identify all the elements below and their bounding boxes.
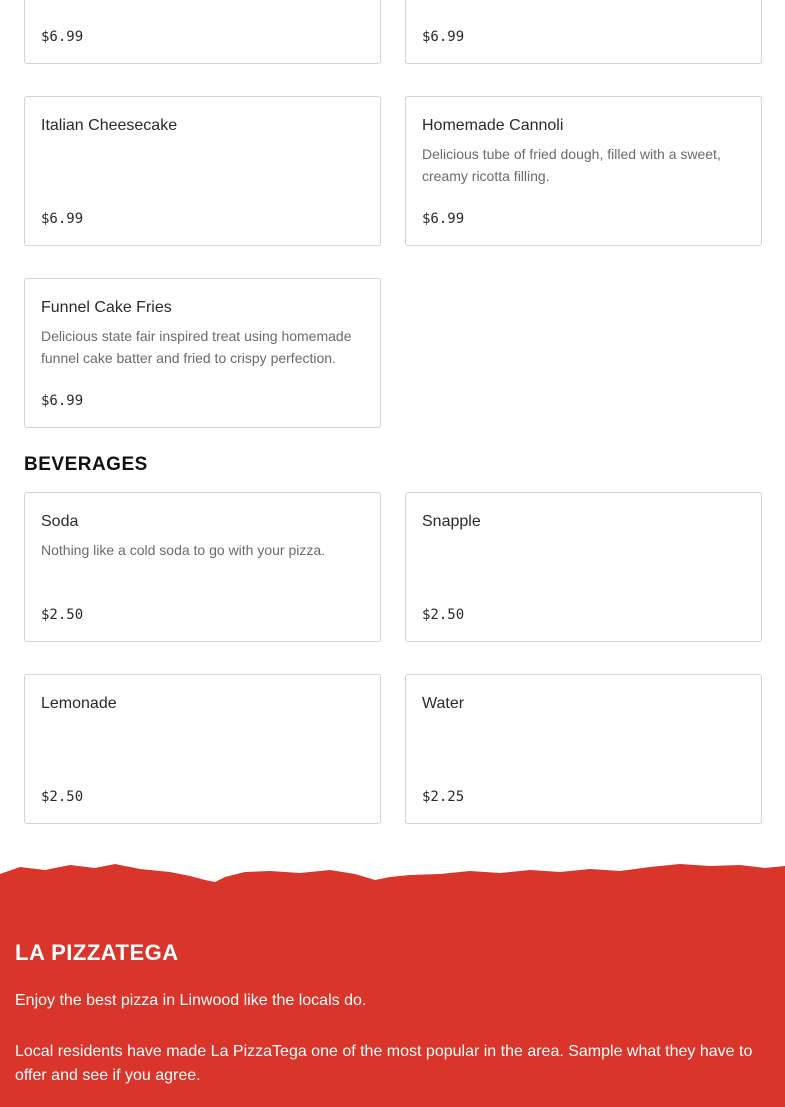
item-price: $2.25 (422, 789, 465, 805)
item-description: Nothing like a cold soda to go with your pizza. (41, 542, 326, 558)
item-name: Water (422, 695, 465, 712)
menu-item-card[interactable] (24, 0, 381, 64)
item-name: Lemonade (41, 695, 117, 712)
item-price: $6.99 (41, 211, 84, 227)
menu-item-italian-cheesecake[interactable] (24, 96, 381, 246)
item-name: Snapple (422, 513, 481, 530)
item-description: Delicious tube of fried dough, filled with a sweet, creamy ricotta filling. (422, 146, 721, 184)
menu-item-card[interactable] (405, 0, 762, 64)
item-description: Delicious state fair inspired treat using homemade funnel cake batter and fried to crispy perfection. (41, 328, 352, 366)
item-price: $2.50 (422, 607, 465, 623)
item-price: $6.99 (41, 29, 84, 45)
menu-item-homemade-cannoli[interactable] (405, 96, 762, 246)
item-price: $2.50 (41, 607, 84, 623)
item-name: Funnel Cake Fries (41, 299, 172, 316)
item-price: $6.99 (422, 29, 465, 45)
item-price: $6.99 (422, 211, 465, 227)
menu-item-soda[interactable] (24, 492, 381, 642)
item-name: Homemade Cannoli (422, 117, 564, 134)
menu-item-funnel-cake-fries[interactable] (24, 278, 381, 428)
footer-tagline: Enjoy the best pizza in Linwood like the locals do. (15, 992, 367, 1009)
item-price: $6.99 (41, 393, 84, 409)
item-name: Soda (41, 513, 79, 530)
section-title-beverages: BEVERAGES (24, 454, 148, 475)
menu-item-lemonade[interactable] (24, 674, 381, 824)
item-name: Italian Cheesecake (41, 117, 178, 134)
site-footer (0, 862, 785, 1107)
footer-blurb: Local residents have made La PizzaTega one of the most popular in the area. Sample what they have to offer and see if you agree. (15, 1043, 753, 1084)
menu-item-water[interactable] (405, 674, 762, 824)
footer-brand: LA PIZZATEGA (15, 940, 179, 965)
menu-item-snapple[interactable] (405, 492, 762, 642)
item-price: $2.50 (41, 789, 84, 805)
